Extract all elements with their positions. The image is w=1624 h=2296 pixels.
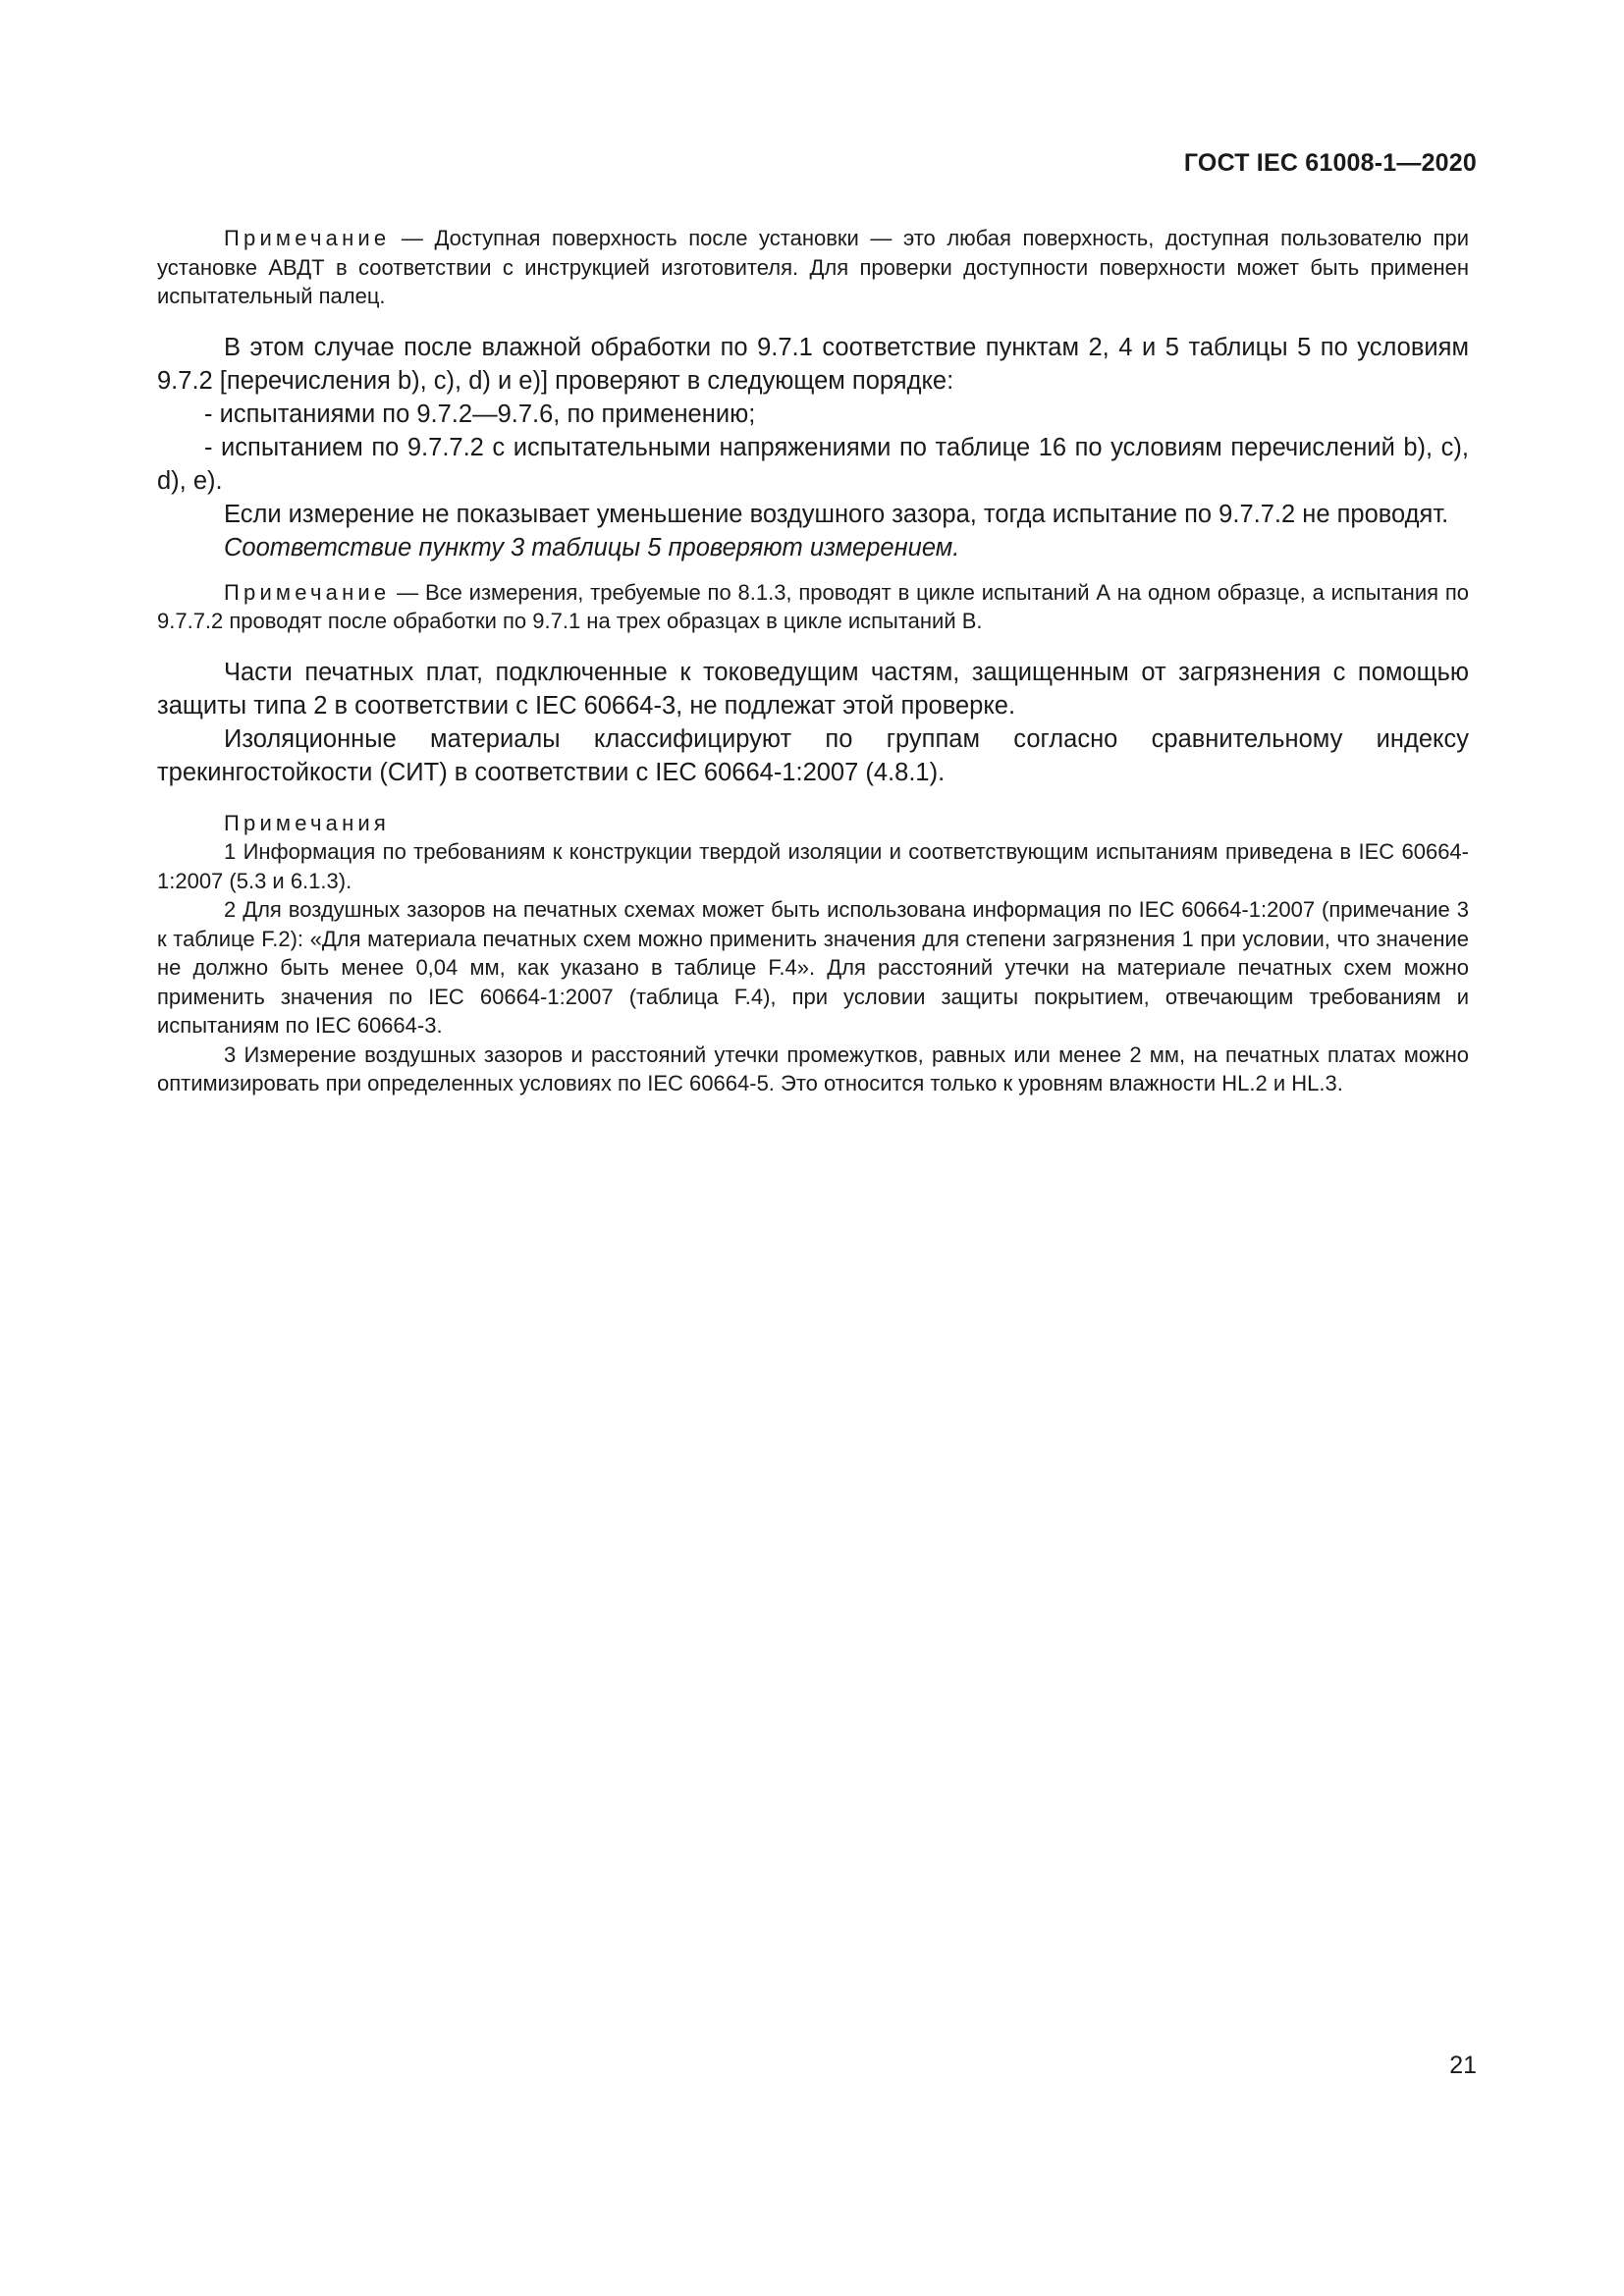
paragraph-printed-boards: Части печатных плат, подключенные к токоведущим частям, защищенным от загрязнения с помощью защиты типа 2 в соответствии с IEC 60664-3, не подлежат этой проверке.: [157, 658, 1469, 720]
list-item-test-voltage: - испытанием по 9.7.7.2 с испытательными напряжениями по таблице 16 по условиям перечислений b), c), d), e).: [157, 433, 1469, 495]
notes-heading: Примечания: [224, 810, 391, 835]
note-label: Примечание: [224, 579, 391, 605]
note-item-3: 3 Измерение воздушных зазоров и расстояний утечки промежутков, равных или менее 2 мм, на печатных платах можно оптимизировать при определенных условиях по IEC 60664-5. Это относится только к уровням влажности HL.2 и HL.3.: [157, 1041, 1469, 1095]
note-text: — Доступная поверхность после установки — это любая поверхность, доступная пользователю при установке АВДТ в соответствии с инструкцией изготовителя. Для проверки доступности поверхности может быть применен испытательный палец.: [157, 226, 1469, 308]
note-label: Примечание: [224, 226, 391, 250]
note-item-1: 1 Информация по требованиям к конструкции твердой изоляции и соответствующим испытаниям приведена в IEC 60664-1:2007 (5.3 и 6.1.3).: [157, 839, 1469, 893]
paragraph-moisture-treatment: В этом случае после влажной обработки по 9.7.1 соответствие пунктам 2, 4 и 5 таблицы 5 по условиям 9.7.2 [перечисления b), c), d) и e)] проверяют в следующем порядке:: [157, 333, 1469, 395]
note-item-2: 2 Для воздушных зазоров на печатных схемах может быть использована информация по IEC 60664-1:2007 (примечание 3 к таблице F.2): «Для материала печатных схем можно применить значения для степени загрязнения 1 при условии, что значение не должно быть менее 0,04 мм, как указано в таблице F.4». Для расстояний утечки на материале печатных схем можно применить значения по IEC 60664-1:2007 (таблица F.4), при условии защиты покрытием, отвечающим требованиям и испытаниям по IEC 60664-3.: [157, 897, 1469, 1038]
document-designation: ГОСТ IEC 61008-1—2020: [1183, 149, 1477, 177]
note-accessible-surface: [157, 224, 1469, 311]
paragraph-compliance-item-3: Соответствие пункту 3 таблицы 5 проверяют измерением.: [224, 533, 960, 561]
page-body: [157, 224, 1469, 1098]
list-item-tests: - испытаниями по 9.7.2—9.7.6, по применению;: [204, 400, 756, 428]
note-text: — Все измерения, требуемые по 8.1.3, проводят в цикле испытаний А на одном образце, а испытания по 9.7.7.2 проводят после обработки по 9.7.1 на трех образцах в цикле испытаний В.: [157, 579, 1469, 633]
page-number: 21: [1449, 2052, 1477, 2079]
paragraph-air-gap: Если измерение не показывает уменьшение воздушного зазора, тогда испытание по 9.7.7.2 не проводят.: [224, 500, 1449, 528]
paragraph-insulation-materials: Изоляционные материалы классифицируют по группам согласно сравнительному индексу трекингостойкости (СИТ) в соответствии с IEC 60664-1:2007 (4.8.1).: [157, 724, 1469, 786]
note-measurements: [157, 578, 1469, 636]
